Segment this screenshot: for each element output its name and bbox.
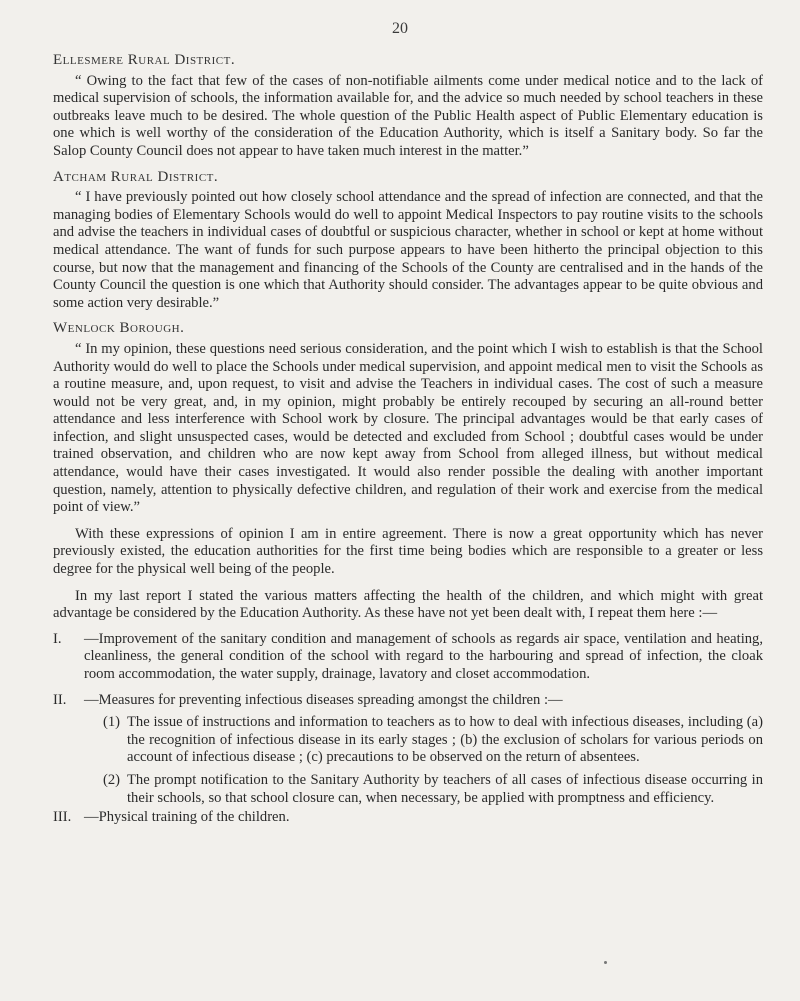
quote-paragraph-ellesmere: “ Owing to the fact that few of the cases of non-notifiable ailments come under medical notice and to the lack of medical supervision of schools, the information available for, and the advice so much needed by school teachers in these outbreaks leave much to be desired. The whole question of the Public Health aspect of Public Elementary education is one which is well worthy of the consideration of the Education Authority, which is itself a Sanitary body. So far the Salop County Council does not appear to have taken much interest in the matter.”: [53, 72, 763, 159]
sub-list-text: The issue of instructions and information to teachers as to how to deal with infectious diseases, including (a) the recognition of infectious disease in its early stages ; (b) the exclusion of scholars for various periods on account of infectious disease ; (c) precautions to be observed on the return of absentees.: [127, 714, 763, 766]
body-paragraph-agreement: With these expressions of opinion I am in entire agreement. There is now a great opportunity which has never previously existed, the education authorities for the first time being bodies which are responsible to a greater or less degree for the physical well being of the people.: [53, 525, 763, 578]
page-body: [53, 52, 763, 827]
list-text: —Physical training of the children.: [84, 809, 290, 826]
quote-paragraph-wenlock: “ In my opinion, these questions need serious consideration, and the point which I wish to establish is that the School Authority would do well to place the Schools under medical supervision, and appoint medical men to visit the Schools as a routine measure, and, upon request, to visit and advise the Teachers in individual cases. The cost of such a measure would not be very great, and, in my opinion, might probably be entirely recouped by securing an all-round better attendance and less interference with School work by closure. The principal advantages would be that early cases of infection, and slight unsuspected cases, would be detected and excluded from School ; doubtful cases would be under trained observation, and children who are now kept away from School from alleged illness, but without medical attendance, would have their cases investigated. It would also render possible the dealing with another important question, namely, attention to physically defective children, and regulation of their work and exercise from the medical point of view.”: [53, 340, 763, 516]
sub-list-label: (1): [103, 714, 121, 731]
section-heading-atcham: Atcham Rural District.: [53, 168, 219, 185]
list-item-ii: [53, 692, 763, 710]
list-item-iii: [53, 809, 763, 827]
list-label: I.: [53, 630, 62, 647]
sub-list-label: (2): [103, 771, 121, 788]
list-text: —Measures for preventing infectious diseases spreading amongst the children :—: [84, 691, 563, 708]
section-heading-wenlock: Wenlock Borough.: [53, 320, 185, 337]
sub-list-text: The prompt notification to the Sanitary Authority by teachers of all cases of infectious disease occurring in their schools, so that school closure can, when necessary, be applied with promptness and efficiency.: [127, 771, 763, 806]
body-paragraph-last-report: In my last report I stated the various matters affecting the health of the children, and which might with great advantage be considered by the Education Authority. As these have not yet been dealt with, I repeat them here :—: [53, 587, 763, 622]
page-number: 20: [392, 20, 408, 37]
ink-speck: [604, 961, 607, 964]
list-label: II.: [53, 691, 67, 708]
list-text: —Improvement of the sanitary condition and management of schools as regards air space, ventilation and heating, cleanliness, the general condition of the school with regard to the harbouring and spread of infection, the cloak room accommodation, the water supply, drainage, lavatory and closet accommodation.: [84, 630, 763, 682]
list-item-i: [53, 631, 763, 684]
sub-list-item-1: [53, 714, 763, 767]
quote-paragraph-atcham: “ I have previously pointed out how closely school attendance and the spread of infection are connected, and that the managing bodies of Elementary Schools would do well to appoint Medical Inspectors to pay routine visits to the schools and advise the teachers in individual cases of doubtful or suspicious character, whether in school or kept at home without medical attendance. The want of funds for such purpose appears to have been hitherto the principal objection to this course, but now that the management and financing of the Schools of the County are centralised and in the hands of the County Council the question is one which that Authority should consider. The advantages appear to be quite obvious and some action very desirable.”: [53, 189, 763, 311]
list-label: III.: [53, 809, 72, 826]
sub-list-item-2: [53, 772, 763, 807]
section-heading-ellesmere: Ellesmere Rural District.: [53, 52, 236, 68]
